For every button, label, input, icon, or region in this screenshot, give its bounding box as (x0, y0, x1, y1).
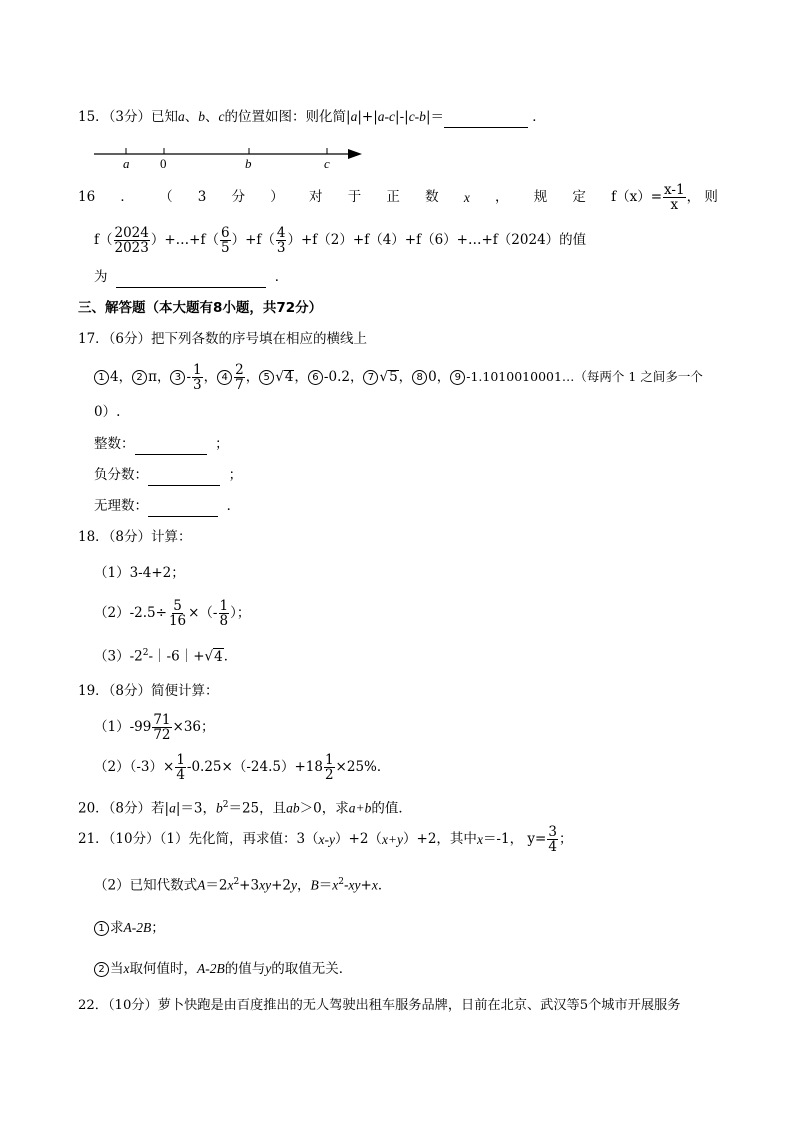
sqrt-icon: √ (379, 368, 389, 385)
q17-numbers: 1 4， 2 π， 3 - $\frac{1}{3}$ ， 4 $\frac{2}{7}$ ， 5 √ 4 ， 6 -0.2， 7 √ 5 ， 8 0， 9 -1.1010010001…（每两个 1 之间多一个 (94, 363, 703, 392)
q16-line2: f（ $\frac{2024}{2023}$ ）+…+f（ $\frac{6}{5}$ ）+f（ $\frac{4}{3}$ ）+f（2）+f（4）+f（6）+…+f（2024）的值 (94, 225, 587, 257)
q20-line: 20．（8分）若|a|＝3，$b^2=25$，且ab＞0，求a+b的值． (78, 800, 412, 817)
number-line-arrow (348, 149, 362, 159)
circled-2-icon: 2 (132, 370, 147, 385)
q19-part1: （1）-99 $\frac{71}{72}$ ×36； (94, 712, 215, 744)
circled-5-icon: 5 (259, 370, 274, 385)
circled-8-icon: 8 (412, 370, 427, 385)
circled-6-icon: 6 (308, 370, 323, 385)
q15-line: 15．（3分）已知a、b、c的位置如图：则化简|a|+|a-c|-|c-b|＝ ． (78, 110, 546, 128)
circled-7-icon: 7 (363, 370, 378, 385)
section3-heading: 三、解答题（本大题有8小题，共72分） (78, 300, 323, 316)
q17-irrational-row: 无理数： ． (94, 500, 240, 517)
f-definition: f（x）= $\frac{x-1}{x}$ ， 则 (611, 182, 718, 214)
q21-part2: （2）已知代数式$A=2x^2+3xy+2y$，$B=x^2-xy+x$． (94, 877, 392, 894)
q17-continuation: 0）. (94, 404, 121, 420)
q19-title: 19．（8分）简便计算： (78, 683, 219, 699)
q22-line: 22．（10分）萝卜快跑是由百度推出的无人驾驶出租车服务品牌，日前在北京、武汉等5个城市开展服务 (78, 998, 681, 1013)
sqrt-icon: √ (275, 368, 284, 385)
q21-line1: 21．（10分）（1）先化简，再求值：3（ x-y ）+2（ x+y ）+2，其中 x ＝-1， y= $\frac{3}{4}$ ； (78, 824, 573, 856)
circled-3-icon: 3 (170, 370, 185, 385)
circled-1-icon: 1 (94, 921, 109, 936)
q18-part3: $(3)-2^2-|-6|+√4$． (94, 648, 238, 665)
label-0: 0 (160, 156, 167, 171)
circled-4-icon: 4 (217, 370, 232, 385)
q17-title: 17．（6分）把下列各数的序号填在相应的横线上 (78, 331, 368, 347)
q19-part2: （2）（-3）× $\frac{1}{4}$ -0.25×（-24.5）+18 $\frac{1}{2}$ ×25%． (94, 752, 391, 784)
q17-negative-fraction-row: 负分数： ； (94, 469, 242, 486)
negative-fraction-blank[interactable] (148, 471, 220, 486)
q18-title: 18．（8分）计算： (78, 529, 192, 545)
q21-sub1: 1 求A-2B； (94, 921, 165, 936)
label-b: b (245, 156, 252, 171)
q16-line3: 为 ． (94, 271, 288, 288)
circled-2-icon: 2 (94, 962, 109, 977)
q21-sub2: 2 当x取何值时，A-2B的值与y的取值无关． (94, 962, 352, 977)
q18-part2: （2）-2.5÷ $\frac{5}{16}$ ×（- $\frac{1}{8}$ ）； (94, 598, 251, 630)
number-line (90, 143, 370, 173)
q18-part1: （1）3-4+2； (94, 565, 185, 581)
q16-line1: 16 ． （ 3 分 ） 对 于 正 数 x ， 规 定 f（x）= $\frac{x-1}{x}$ ， 则 (78, 182, 718, 214)
label-a: a (123, 156, 130, 171)
circled-9-icon: 9 (450, 370, 465, 385)
q16-answer-blank[interactable] (116, 273, 266, 288)
irrational-blank[interactable] (148, 502, 218, 517)
integer-blank[interactable] (135, 440, 207, 455)
q15-answer-blank[interactable] (444, 113, 528, 128)
label-c: c (324, 156, 330, 171)
circled-1-icon: 1 (94, 370, 109, 385)
sqrt-icon: √ (204, 648, 214, 665)
q17-integer-row: 整数： ； (94, 438, 229, 455)
